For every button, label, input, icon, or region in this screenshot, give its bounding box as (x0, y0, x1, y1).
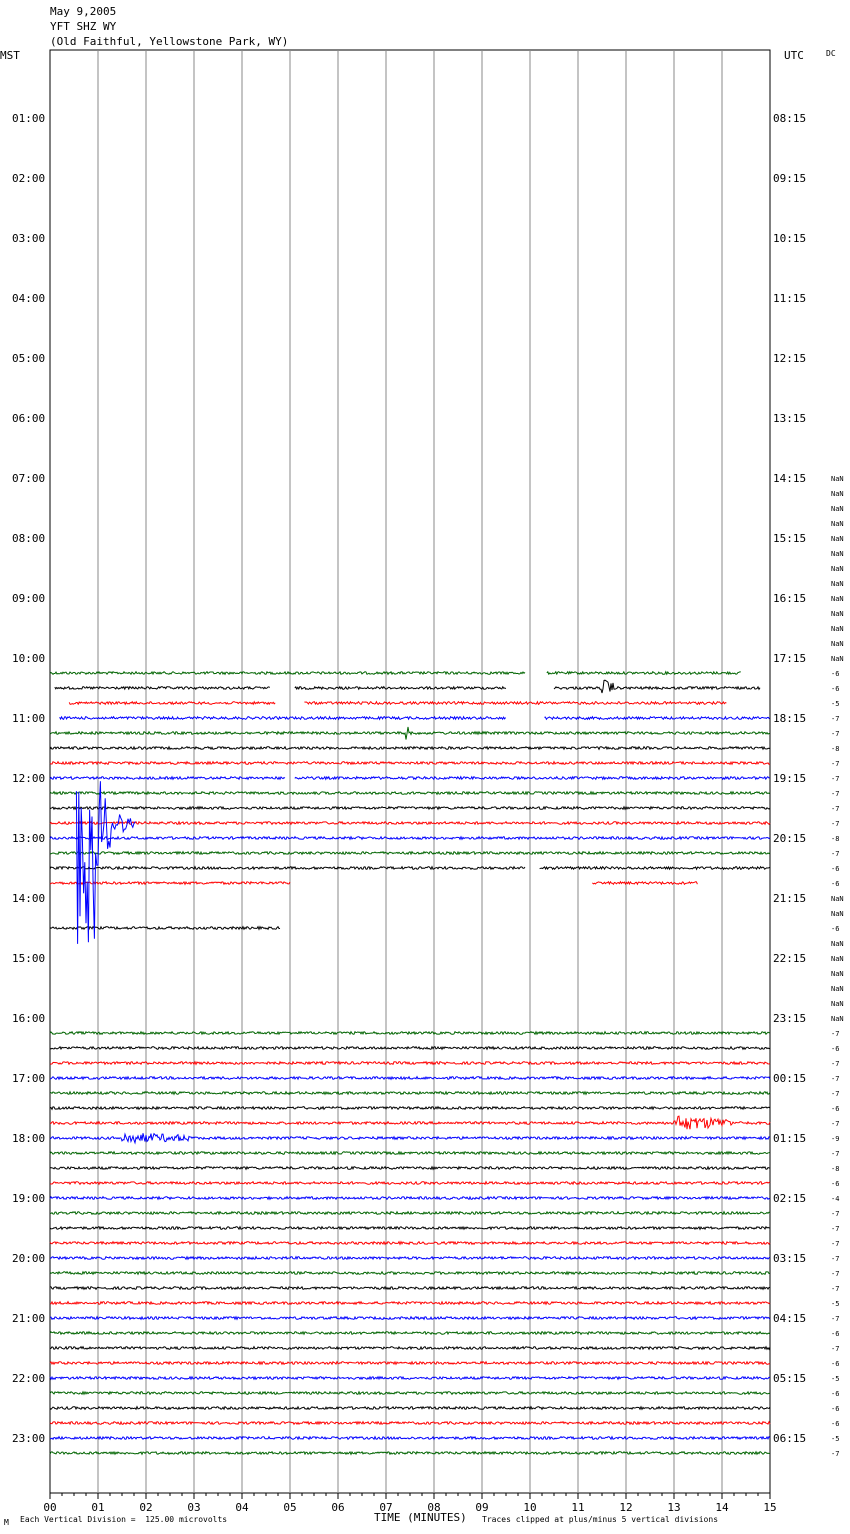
row-offset-label: -8 (831, 1165, 840, 1173)
hour-label-mst: 23:00 (12, 1432, 46, 1445)
dc-label: DC (826, 49, 836, 58)
row-offset-label: NaN (831, 610, 844, 618)
row-offset-label: -6 (831, 925, 840, 933)
hour-label-utc: 03:15 (773, 1252, 807, 1265)
seismic-trace (50, 807, 770, 810)
seismic-trace (50, 882, 290, 885)
seismic-trace (50, 822, 770, 825)
row-offset-label: -7 (831, 1150, 840, 1158)
seismic-trace (50, 1167, 770, 1170)
seismic-trace (50, 1197, 770, 1200)
row-offset-label: -7 (831, 715, 840, 723)
seismic-trace (540, 867, 770, 870)
corner-mark: M (4, 1518, 9, 1527)
hour-label-mst: 19:00 (12, 1192, 46, 1205)
seismic-trace (50, 1047, 770, 1050)
row-offset-label: NaN (831, 580, 844, 588)
hour-label-mst: 03:00 (12, 232, 46, 245)
row-offset-label: NaN (831, 970, 844, 978)
station-label: YFT SHZ WY (50, 20, 117, 33)
seismic-trace (50, 1377, 770, 1380)
seismic-trace (50, 867, 525, 870)
row-offset-label: NaN (831, 985, 844, 993)
row-offset-label: NaN (831, 1015, 844, 1023)
seismic-trace (50, 1152, 770, 1155)
x-tick-label: 01 (91, 1501, 105, 1514)
hour-label-utc: 11:15 (773, 292, 807, 305)
x-tick-label: 02 (139, 1501, 153, 1514)
x-tick-label: 04 (235, 1501, 249, 1514)
seismic-trace (50, 1452, 770, 1455)
seismic-trace (554, 680, 760, 693)
right-timezone-label: UTC (784, 49, 804, 62)
left-timezone-label: MST (0, 49, 20, 62)
row-offset-label: -7 (831, 730, 840, 738)
hour-label-utc: 10:15 (773, 232, 807, 245)
row-offset-label: -6 (831, 1360, 840, 1368)
seismic-trace (69, 702, 275, 705)
row-offset-label: -5 (831, 700, 840, 708)
plot-frame (50, 50, 770, 1493)
hour-label-utc: 23:15 (773, 1012, 807, 1025)
seismic-trace (50, 1182, 770, 1185)
row-offset-label: NaN (831, 475, 844, 483)
hour-label-utc: 01:15 (773, 1132, 807, 1145)
row-offset-label: -5 (831, 1300, 840, 1308)
seismic-trace (50, 1062, 770, 1065)
seismic-trace (50, 1287, 770, 1290)
x-axis-title: TIME (MINUTES) (374, 1511, 467, 1524)
row-offset-label: -6 (831, 1420, 840, 1428)
hour-label-mst: 16:00 (12, 1012, 46, 1025)
row-offset-label: NaN (831, 535, 844, 543)
seismic-trace (295, 687, 506, 690)
seismic-trace (50, 1302, 770, 1305)
row-offset-label: -6 (831, 1390, 840, 1398)
hour-label-mst: 04:00 (12, 292, 46, 305)
seismic-trace (50, 927, 280, 930)
row-offset-label: -7 (831, 790, 840, 798)
seismic-trace (50, 1422, 770, 1425)
seismic-trace (50, 1437, 770, 1440)
row-offset-label: -9 (831, 1135, 840, 1143)
hour-label-utc: 21:15 (773, 892, 807, 905)
row-offset-label: -7 (831, 1090, 840, 1098)
row-offset-label: -7 (831, 1345, 840, 1353)
seismic-trace (50, 1332, 770, 1335)
x-tick-label: 14 (715, 1501, 729, 1514)
row-offset-label: -7 (831, 850, 840, 858)
hour-label-mst: 12:00 (12, 772, 46, 785)
x-tick-label: 05 (283, 1501, 297, 1514)
row-offset-label: NaN (831, 655, 844, 663)
row-offset-label: -7 (831, 1030, 840, 1038)
row-offset-label: -6 (831, 1045, 840, 1053)
row-offset-label: NaN (831, 520, 844, 528)
hour-label-utc: 14:15 (773, 472, 807, 485)
seismic-trace (50, 1212, 770, 1215)
seismic-trace (50, 1272, 770, 1275)
x-tick-label: 10 (523, 1501, 537, 1514)
x-tick-label: 00 (43, 1501, 57, 1514)
clipped-earthquake-trace (76, 781, 135, 944)
row-offset-label: -6 (831, 670, 840, 678)
hour-label-mst: 15:00 (12, 952, 46, 965)
row-offset-label: -7 (831, 1255, 840, 1263)
hour-label-utc: 16:15 (773, 592, 807, 605)
row-offset-label: -7 (831, 1210, 840, 1218)
hour-label-mst: 07:00 (12, 472, 46, 485)
seismic-trace (50, 1317, 770, 1320)
seismic-trace (50, 672, 525, 675)
x-tick-label: 11 (571, 1501, 585, 1514)
row-offset-label: -7 (831, 1060, 840, 1068)
hour-label-utc: 12:15 (773, 352, 807, 365)
row-offset-label: NaN (831, 505, 844, 513)
hour-label-utc: 15:15 (773, 532, 807, 545)
x-tick-label: 13 (667, 1501, 681, 1514)
row-offset-label: NaN (831, 910, 844, 918)
seismic-trace (50, 792, 770, 795)
hour-label-mst: 09:00 (12, 592, 46, 605)
row-offset-label: -6 (831, 1405, 840, 1413)
seismic-trace (50, 852, 770, 855)
seismic-trace (50, 1407, 770, 1410)
hour-label-mst: 22:00 (12, 1372, 46, 1385)
hour-label-utc: 06:15 (773, 1432, 807, 1445)
hour-label-mst: 01:00 (12, 112, 46, 125)
seismic-trace (50, 1077, 770, 1080)
row-offset-label: -6 (831, 1180, 840, 1188)
seismic-trace (60, 717, 506, 720)
row-offset-label: NaN (831, 940, 844, 948)
row-offset-label: NaN (831, 595, 844, 603)
row-offset-label: -7 (831, 760, 840, 768)
seismic-trace (50, 1362, 770, 1365)
seismic-trace (55, 687, 270, 690)
x-tick-label: 09 (475, 1501, 489, 1514)
hour-label-mst: 21:00 (12, 1312, 46, 1325)
location-label: (Old Faithful, Yellowstone Park, WY) (50, 35, 289, 48)
hour-label-mst: 10:00 (12, 652, 46, 665)
hour-label-utc: 09:15 (773, 172, 807, 185)
row-offset-label: -8 (831, 835, 840, 843)
hour-label-utc: 18:15 (773, 712, 807, 725)
seismic-trace (50, 1242, 770, 1245)
row-offset-label: -6 (831, 865, 840, 873)
row-offset-label: -7 (831, 1120, 840, 1128)
row-offset-label: -6 (831, 880, 840, 888)
row-offset-label: -7 (831, 1270, 840, 1278)
date-label: May 9,2005 (50, 5, 117, 18)
row-offset-label: -7 (831, 1240, 840, 1248)
seismic-trace (50, 1133, 770, 1143)
row-offset-label: -6 (831, 1105, 840, 1113)
x-tick-label: 15 (763, 1501, 777, 1514)
hour-label-utc: 22:15 (773, 952, 807, 965)
hour-label-mst: 11:00 (12, 712, 46, 725)
row-offset-label: -7 (831, 1315, 840, 1323)
hour-label-utc: 02:15 (773, 1192, 807, 1205)
row-offset-label: -5 (831, 1375, 840, 1383)
seismic-trace (592, 882, 697, 885)
seismic-trace (50, 1227, 770, 1230)
seismic-trace (50, 1107, 770, 1110)
seismic-trace (50, 1347, 770, 1350)
clip-note: Traces clipped at plus/minus 5 vertical divisions (482, 1515, 719, 1524)
seismic-trace (304, 702, 726, 705)
seismic-trace (50, 1257, 770, 1260)
hour-label-mst: 06:00 (12, 412, 46, 425)
hour-label-mst: 17:00 (12, 1072, 46, 1085)
x-tick-label: 06 (331, 1501, 345, 1514)
hour-label-mst: 02:00 (12, 172, 46, 185)
row-offset-label: -6 (831, 685, 840, 693)
seismic-trace (295, 777, 770, 780)
row-offset-label: NaN (831, 955, 844, 963)
hour-label-utc: 00:15 (773, 1072, 807, 1085)
seismic-trace (50, 762, 770, 765)
row-offset-label: NaN (831, 625, 844, 633)
hour-label-mst: 13:00 (12, 832, 46, 845)
row-offset-label: -5 (831, 1435, 840, 1443)
x-tick-label: 12 (619, 1501, 633, 1514)
row-offset-label: -6 (831, 1330, 840, 1338)
row-offset-label: NaN (831, 1000, 844, 1008)
hour-label-mst: 18:00 (12, 1132, 46, 1145)
hour-label-mst: 14:00 (12, 892, 46, 905)
seismic-trace (50, 1116, 770, 1129)
row-offset-label: -4 (831, 1195, 840, 1203)
hour-label-utc: 20:15 (773, 832, 807, 845)
row-offset-label: NaN (831, 895, 844, 903)
division-note: Each Vertical Division = 125.00 microvolts (20, 1515, 228, 1524)
seismic-trace (50, 1392, 770, 1395)
seismic-trace (50, 837, 770, 840)
hour-label-utc: 19:15 (773, 772, 807, 785)
row-offset-label: NaN (831, 640, 844, 648)
seismic-trace (50, 1092, 770, 1095)
hour-label-utc: 17:15 (773, 652, 807, 665)
x-tick-label: 08 (427, 1501, 441, 1514)
hour-label-utc: 08:15 (773, 112, 807, 125)
hour-label-mst: 05:00 (12, 352, 46, 365)
row-offset-label: -7 (831, 1075, 840, 1083)
row-offset-label: -7 (831, 1225, 840, 1233)
hour-label-utc: 04:15 (773, 1312, 807, 1325)
row-offset-label: NaN (831, 550, 844, 558)
seismic-trace (50, 1032, 770, 1035)
seismic-trace (547, 672, 741, 675)
hour-label-utc: 05:15 (773, 1372, 807, 1385)
row-offset-label: NaN (831, 565, 844, 573)
seismic-trace (50, 747, 770, 750)
x-tick-label: 03 (187, 1501, 201, 1514)
x-tick-label: 07 (379, 1501, 393, 1514)
row-offset-label: -8 (831, 745, 840, 753)
row-offset-label: -7 (831, 1450, 840, 1458)
hour-label-mst: 20:00 (12, 1252, 46, 1265)
row-offset-label: -7 (831, 820, 840, 828)
row-offset-label: -7 (831, 1285, 840, 1293)
hour-label-utc: 13:15 (773, 412, 807, 425)
seismic-trace (50, 777, 285, 780)
row-offset-label: -7 (831, 805, 840, 813)
row-offset-label: NaN (831, 490, 844, 498)
seismic-trace (50, 727, 770, 740)
row-offset-label: -7 (831, 775, 840, 783)
hour-label-mst: 08:00 (12, 532, 46, 545)
